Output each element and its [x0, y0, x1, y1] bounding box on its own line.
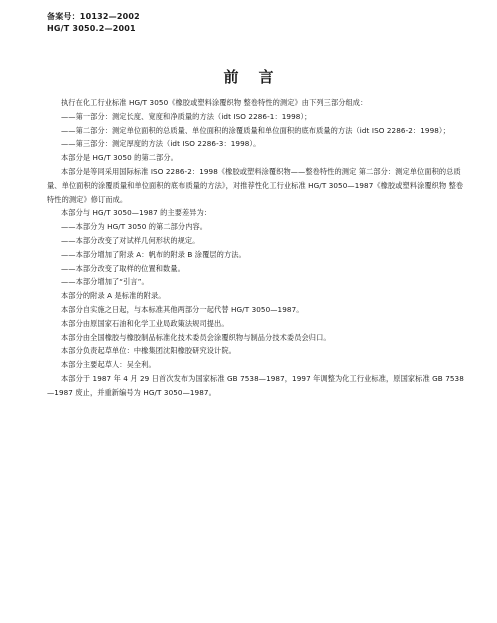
foreword-paragraph: 执行在化工行业标准 HG/T 3050《橡胶或塑料涂覆织物 整卷特性的测定》由下列三部分组成： [61, 98, 368, 107]
foreword-paragraph: 本部分是 HG/T 3050 的第二部分。 [61, 153, 178, 163]
foreword-paragraph: 本部分自实施之日起，与本标准其他两部分一起代替 HG/T 3050—1987。 [61, 304, 304, 314]
foreword-paragraph: 本部分与 HG/T 3050—1987 的主要差异为： [61, 208, 212, 218]
foreword-paragraph: ——第二部分：测定单位面积的总质量、单位面积的涂覆质量和单位面积的底布质量的方法（idt ISO 2286-2：1998）； [61, 125, 450, 135]
foreword-paragraph: 本部分于 1987 年 4 月 29 日首次发布为国家标准 GB 7538—1987，1997 年调整为化工行业标准，原国家标准 GB 7538—1987 废止，并重新编号为 HG/T 3050—1987。 [47, 373, 464, 397]
page-title: 前言 [223, 68, 294, 86]
standard-number: HG/T 3050.2—2001 [47, 24, 136, 33]
foreword-paragraph: 本部分主要起草人：吴全利。 [61, 360, 156, 370]
foreword-paragraph: ——本部分为 HG/T 3050 的第二部分内容。 [61, 222, 208, 232]
foreword-paragraph: ——第三部分：测定厚度的方法（idt ISO 2286-3：1998）。 [61, 139, 261, 149]
foreword-paragraph: 本部分由原国家石油和化学工业局政策法规司提出。 [61, 318, 229, 328]
foreword-paragraph: ——本部分增加了“引言”。 [61, 277, 149, 287]
foreword-paragraph: 本部分由全国橡胶与橡胶制品标准化技术委员会涂覆织物与制品分技术委员会归口。 [61, 332, 331, 342]
foreword-paragraph: ——本部分改变了取样的位置和数量。 [61, 263, 185, 273]
foreword-paragraph: 本部分负责起草单位：中橡集团沈阳橡胶研究设计院。 [61, 346, 236, 356]
foreword-body [47, 96, 467, 400]
foreword-paragraph: 本部分的附录 A 是标准的附录。 [61, 291, 166, 301]
foreword-paragraph: ——第一部分：测定长度、宽度和净质量的方法（idt ISO 2286-1：1998）； [61, 111, 312, 121]
foreword-paragraph: 本部分是等同采用国际标准 ISO 2286-2：1998《橡胶或塑料涂覆织物——整卷特性的测定 第二部分：测定单位面积的总质量、单位面积的涂覆质量和单位面积的底布质量的方法》，对推荐性化工行业标准 HG/T 3050—1987《橡胶或塑料涂覆织物 整卷特性的测定》修订而成。 [47, 166, 464, 204]
registration-number: 备案号：10132—2002 [47, 12, 140, 21]
foreword-paragraph: ——本部分增加了附录 A：帆布的附录 B 涂覆层的方法。 [61, 249, 246, 259]
foreword-paragraph: ——本部分改变了对试样几何形状的规定。 [61, 235, 200, 245]
